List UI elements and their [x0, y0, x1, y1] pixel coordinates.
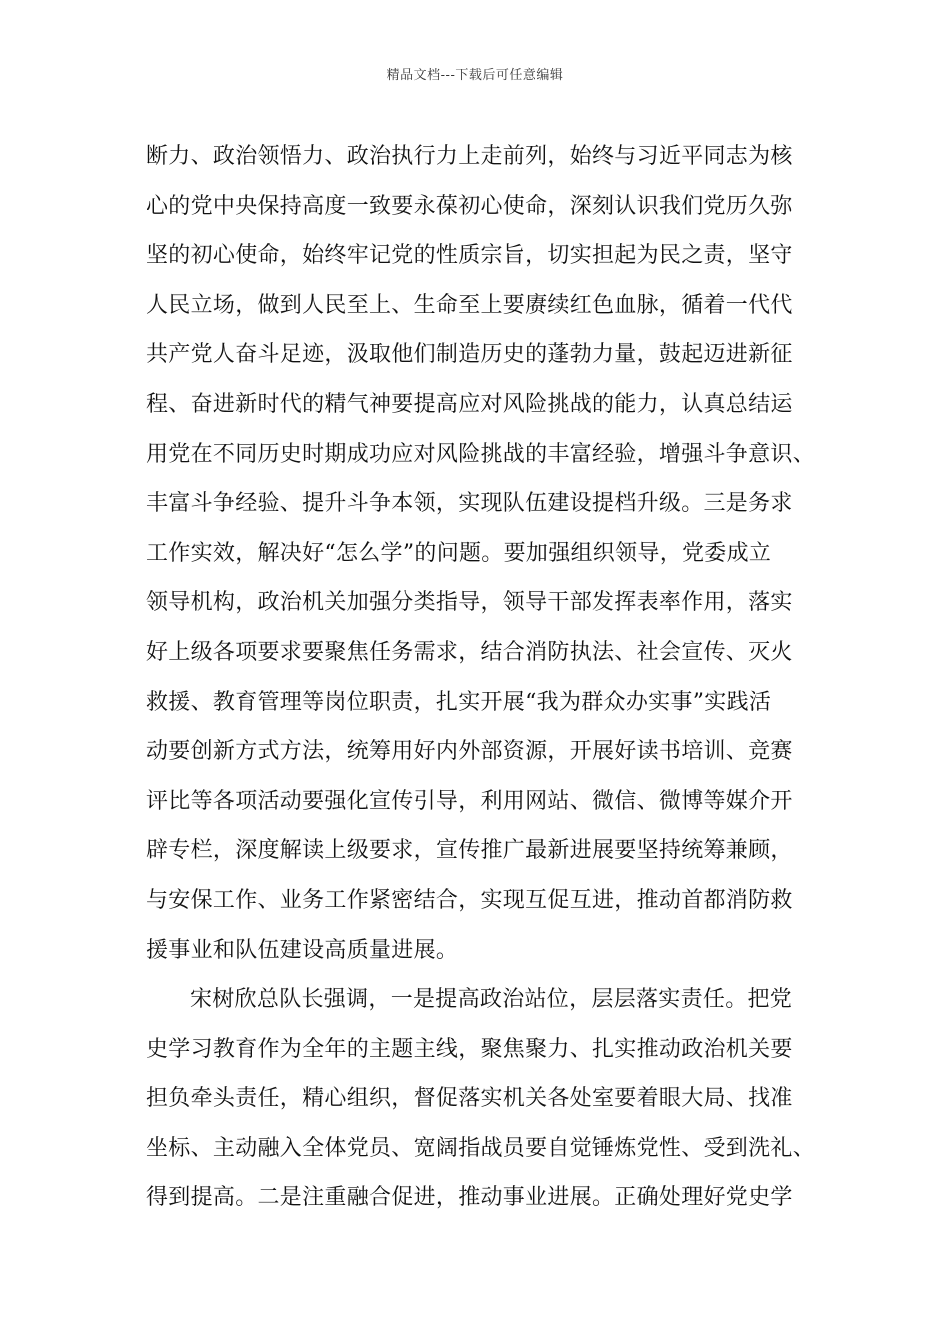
text-line: 共产党人奋斗足迹，汲取他们制造历史的蓬勃力量，鼓起迈进新征 [146, 342, 793, 368]
paragraph-2 [146, 975, 836, 1223]
text-line: 程、奋进新时代的精气神要提高应对风险挑战的能力，认真总结运 [146, 391, 793, 417]
text-line: 援事业和队伍建设高质量进展。 [146, 937, 459, 963]
text-line: 坐标、主动融入全体党员、宽阔指战员要自觉锤炼党性、受到洗礼、 [146, 1135, 816, 1161]
text-line: 断力、政治领悟力、政治执行力上走前列，始终与习近平同志为核 [146, 144, 793, 169]
text-line: 与安保工作、业务工作紧密结合，实现互促互进，推动首都消防救 [146, 887, 793, 913]
text-line: 史学习教育作为全年的主题主线，聚焦聚力、扎实推动政治机关要 [146, 1036, 793, 1062]
text-line: 丰富斗争经验、提升斗争本领，实现队伍建设提档升级。三是务求 [146, 491, 793, 517]
text-line: 宋树欣总队长强调，一是提高政治站位，层层落实责任。把党 [190, 987, 793, 1013]
text-line: 辟专栏，深度解读上级要求，宣传推广最新进展要坚持统筹兼顾， [146, 838, 793, 864]
text-line: 用党在不同历史时期成功应对风险挑战的丰富经验，增强斗争意识、 [146, 441, 816, 467]
text-line: 救援、教育管理等岗位职责，扎实开展“我为群众办实事”实践活 [146, 689, 772, 715]
page-header: 精品文档---下载后可任意编辑 [386, 68, 564, 83]
text-line: 工作实效，解决好“怎么学”的问题。要加强组织领导，党委成立 [146, 540, 772, 566]
text-line: 得到提高。二是注重融合促进，推动事业进展。正确处理好党史学 [146, 1185, 793, 1211]
text-line: 领导机构，政治机关加强分类指导，领导干部发挥表率作用，落实 [146, 590, 793, 616]
text-line: 人民立场，做到人民至上、生命至上要赓续红色血脉，循着一代代 [146, 292, 793, 318]
document-body [146, 132, 836, 1223]
text-line: 好上级各项要求要聚焦任务需求，结合消防执法、社会宣传、灭火 [146, 639, 793, 665]
text-line: 动要创新方式方法，统筹用好内外部资源，开展好读书培训、竞赛 [146, 739, 793, 765]
text-line: 担负牵头责任，精心组织，督促落实机关各处室要着眼大局、找准 [146, 1086, 793, 1112]
text-line: 坚的初心使命，始终牢记党的性质宗旨，切实担起为民之责，坚守 [146, 243, 793, 269]
text-line: 评比等各项活动要强化宣传引导，利用网站、微信、微博等媒介开 [146, 788, 793, 814]
text-line: 心的党中央保持高度一致要永葆初心使命，深刻认识我们党历久弥 [146, 193, 793, 219]
paragraph-1 [146, 132, 836, 975]
